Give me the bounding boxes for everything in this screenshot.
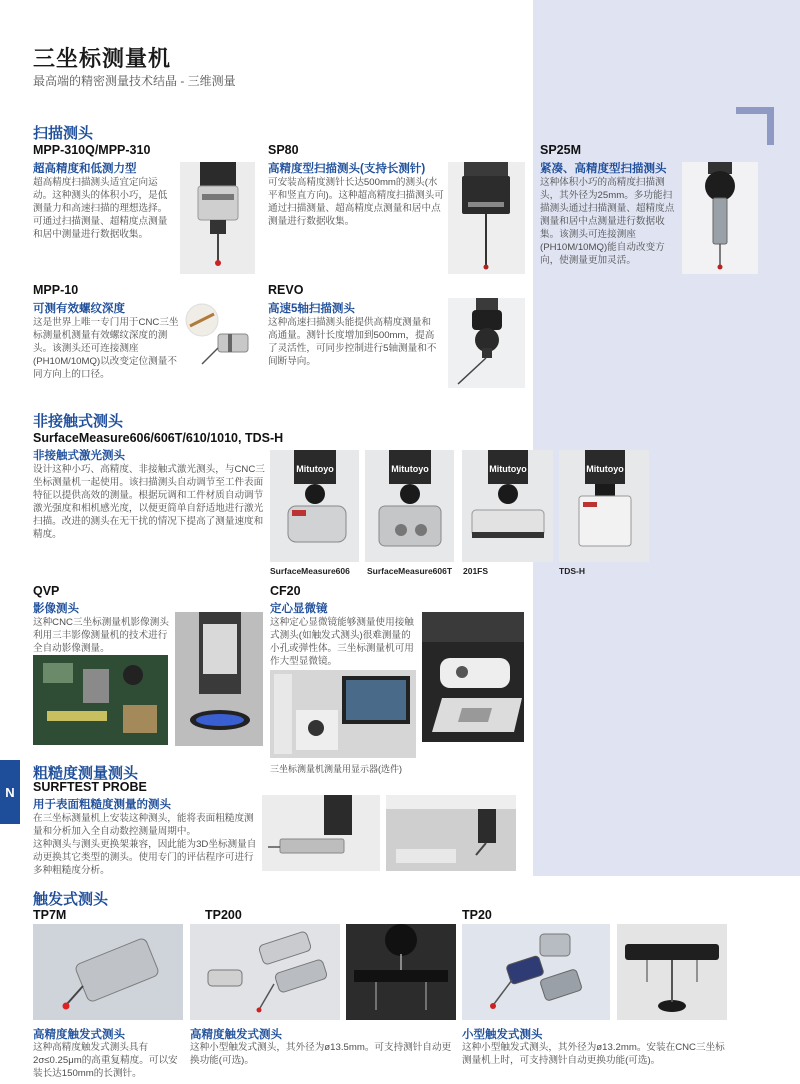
model-surftest: SURFTEST PROBE — [33, 780, 147, 794]
photo-mpp310 — [180, 162, 255, 274]
feature-tp200: 高精度触发式测头 — [190, 1029, 282, 1041]
desc-revo: 这种高速扫描测头能提供高精度测量和高通量。测针长度增加到500mm，提高了灵活性，可同步控制进行5轴测量和不间断导向。 — [268, 317, 437, 367]
probe-revo-image — [448, 298, 525, 388]
page-title: 三坐标测量机 — [33, 46, 172, 71]
desc-tp20: 这种小型触发式测头，其外径为ø13.2mm。安装在CNC三坐标测量机上时，可支持测针自动更换功能(可选)。 — [462, 1042, 725, 1066]
model-sp25m: SP25M — [540, 143, 581, 157]
caption-cf20: 三坐标测量机测量用显示器(选件) — [270, 764, 402, 774]
photo-tp20 — [462, 924, 610, 1020]
model-tp7m: TP7M — [33, 908, 67, 922]
photo-sp80 — [448, 162, 525, 274]
feature-tp20: 小型触发式测头 — [462, 1029, 543, 1041]
svg-text:Mitutoyo: Mitutoyo — [296, 464, 334, 474]
circuit-board-image — [33, 655, 168, 745]
feature-qvp: 影像测头 — [33, 603, 79, 615]
laser-probe-606-image — [270, 450, 359, 562]
photo-tp200-rack — [346, 924, 456, 1020]
corner-mark — [736, 107, 774, 145]
caption-surfacemeasure606: SurfaceMeasure606 — [270, 566, 350, 576]
section-title-scanning: 扫描测头 — [33, 125, 94, 142]
caption-surfacemeasure606t: SurfaceMeasure606T — [367, 566, 453, 576]
photo-tp7m — [33, 924, 183, 1020]
section-title-noncontact: 非接触式测头 — [33, 413, 124, 430]
feature-mpp310: 超高精度和低测力型 — [33, 163, 137, 175]
desc-tp200: 这种小型触发式测头，其外径为ø13.5mm。可支持测针自动更换功能(可选)。 — [190, 1042, 452, 1066]
centering-microscope-image — [422, 612, 524, 742]
feature-surfacemeasure: 非接触式激光测头 — [33, 450, 125, 462]
model-sp80: SP80 — [268, 143, 299, 157]
feature-surftest: 用于表面粗糙度测量的测头 — [33, 799, 171, 811]
photo-cf20-monitor — [270, 670, 416, 758]
laser-probe-tdsh-image — [559, 450, 649, 562]
model-mpp310: MPP-310Q/MPP-310 — [33, 143, 151, 157]
model-surfacemeasure: SurfaceMeasure606/606T/610/1010, TDS-H — [33, 431, 284, 445]
trigger-probe-tp200-image — [190, 924, 340, 1020]
caption-tdsh: TDS-H — [559, 566, 585, 576]
photo-revo — [448, 298, 525, 388]
model-tp20: TP20 — [462, 908, 492, 922]
desc-sp25m: 这种体积小巧的高精度扫描测头，其外径为25mm。多功能扫描测头通过扫描测量、超精度点测量和居中点测量进行数据收集。该测头可连接测座(PH10M/10MQ)能自动改变方向，使测量更加灵活。 — [540, 177, 675, 266]
photo-tdsh — [559, 450, 649, 562]
model-cf20: CF20 — [270, 584, 301, 598]
svg-text:Mitutoyo: Mitutoyo — [489, 464, 527, 474]
laser-probe-201fs-image — [462, 450, 553, 562]
photo-mpp10 — [182, 298, 260, 378]
probe-change-rack-image — [346, 924, 456, 1020]
model-tp200: TP200 — [205, 908, 242, 922]
photo-201fs — [462, 450, 553, 562]
photo-tp200 — [190, 924, 340, 1020]
desc-qvp: 这种CNC三坐标测量机影像测头利用三丰影像测量机的技术进行全自动影像测量。 — [33, 617, 169, 654]
photo-surftest-cmm — [386, 795, 516, 871]
roughness-cmm-image — [386, 795, 516, 871]
section-title-roughness: 粗糙度测量测头 — [33, 765, 139, 782]
photo-cf20-microscope — [422, 612, 524, 742]
desc-surftest-2: 这种测头与测头更换架兼容，因此能为3D坐标测量自动更换其它类型的测头。使用专门的评估程序可进行多种粗糙度分析。 — [33, 839, 257, 876]
model-mpp10: MPP-10 — [33, 283, 79, 297]
desc-sp80: 可安装高精度测针长达500mm的测头(水平和竖直方向)。这种超高精度扫描测头可通过扫描测量、超高精度点测量和居中点测量进行数据收集。 — [268, 177, 444, 227]
roughness-probe-image — [262, 795, 380, 871]
trigger-probe-tp7m-image — [33, 924, 183, 1020]
microscope-monitor-image — [270, 670, 416, 758]
caption-201fs: 201FS — [463, 566, 489, 576]
probe-sp80-image — [448, 162, 525, 274]
desc-cf20: 这种定心显微镜能够测量使用接触式测头(如触发式测头)很难测量的小孔或弹性体。三坐标测量机可用作大型显微镜。 — [270, 617, 414, 667]
page-subtitle: 最高端的精密测量技术结晶 - 三维测量 — [33, 74, 236, 88]
probe-sp25m-image — [682, 162, 758, 274]
laser-probe-606t-image — [365, 450, 454, 562]
photo-surftest-probe — [262, 795, 380, 871]
trigger-probe-tp20-image — [462, 924, 610, 1020]
model-qvp: QVP — [33, 584, 60, 598]
section-title-trigger: 触发式测头 — [33, 891, 109, 908]
desc-surftest-1: 在三坐标测量机上安装这种测头，能将表面粗糙度测量和分析加入全自动数控测量周期中。 — [33, 813, 254, 837]
model-revo: REVO — [268, 283, 304, 297]
feature-revo: 高速5轴扫描测头 — [268, 303, 355, 315]
desc-surfacemeasure: 设计这种小巧、高精度、非接触式激光测头，与CNC三坐标测量机一起使用。该扫描测头自动调节至工件表面特征以提供高效的测量。根据玩调和工件材质自动调节激光强度和相机感光度，以便更简单自舒适地进行激光扫描。改进的测头在无干扰的情况下提高了测量速度和精度。 — [33, 464, 265, 540]
probe-mpp10-image — [182, 298, 260, 378]
photo-surfacemeasure606t — [365, 450, 454, 562]
photo-tp20-rack — [617, 924, 727, 1020]
section-tab: N — [0, 760, 20, 824]
svg-text:Mitutoyo: Mitutoyo — [586, 464, 624, 474]
svg-text:Mitutoyo: Mitutoyo — [391, 464, 429, 474]
photo-surfacemeasure606 — [270, 450, 359, 562]
feature-mpp10: 可测有效螺纹深度 — [33, 303, 125, 315]
feature-sp80: 高精度型扫描测头(支持长测针) — [268, 163, 426, 175]
feature-sp25m: 紧凑、高精度型扫描测头 — [540, 163, 667, 175]
desc-mpp10: 这是世界上唯一专门用于CNC三坐标测量机测量有效螺纹深度的测头。该测头还可连接测座(PH10M/10MQ)以改变定位测量不同方向上的口径。 — [33, 317, 179, 380]
photo-qvp-board — [33, 655, 168, 745]
feature-cf20: 定心显微镜 — [270, 603, 328, 615]
feature-tp7m: 高精度触发式测头 — [33, 1029, 125, 1041]
probe-mpp310-image — [180, 162, 255, 274]
desc-mpp310: 超高精度扫描测头适宜定向运动。这种测头的体积小巧，是低测量力和高速扫描的理想选择。可通过扫描测量、超精度点测量和居中测量进行数据收集。 — [33, 177, 168, 240]
photo-sp25m — [682, 162, 758, 274]
desc-tp7m: 这种高精度触发式测头具有2σ≤0.25μm的高重复精度。可以安装长达150mm的长测针。 — [33, 1042, 178, 1079]
vision-probe-image — [175, 612, 263, 746]
stylus-change-rack-image — [617, 924, 727, 1020]
photo-qvp-probe — [175, 612, 263, 746]
